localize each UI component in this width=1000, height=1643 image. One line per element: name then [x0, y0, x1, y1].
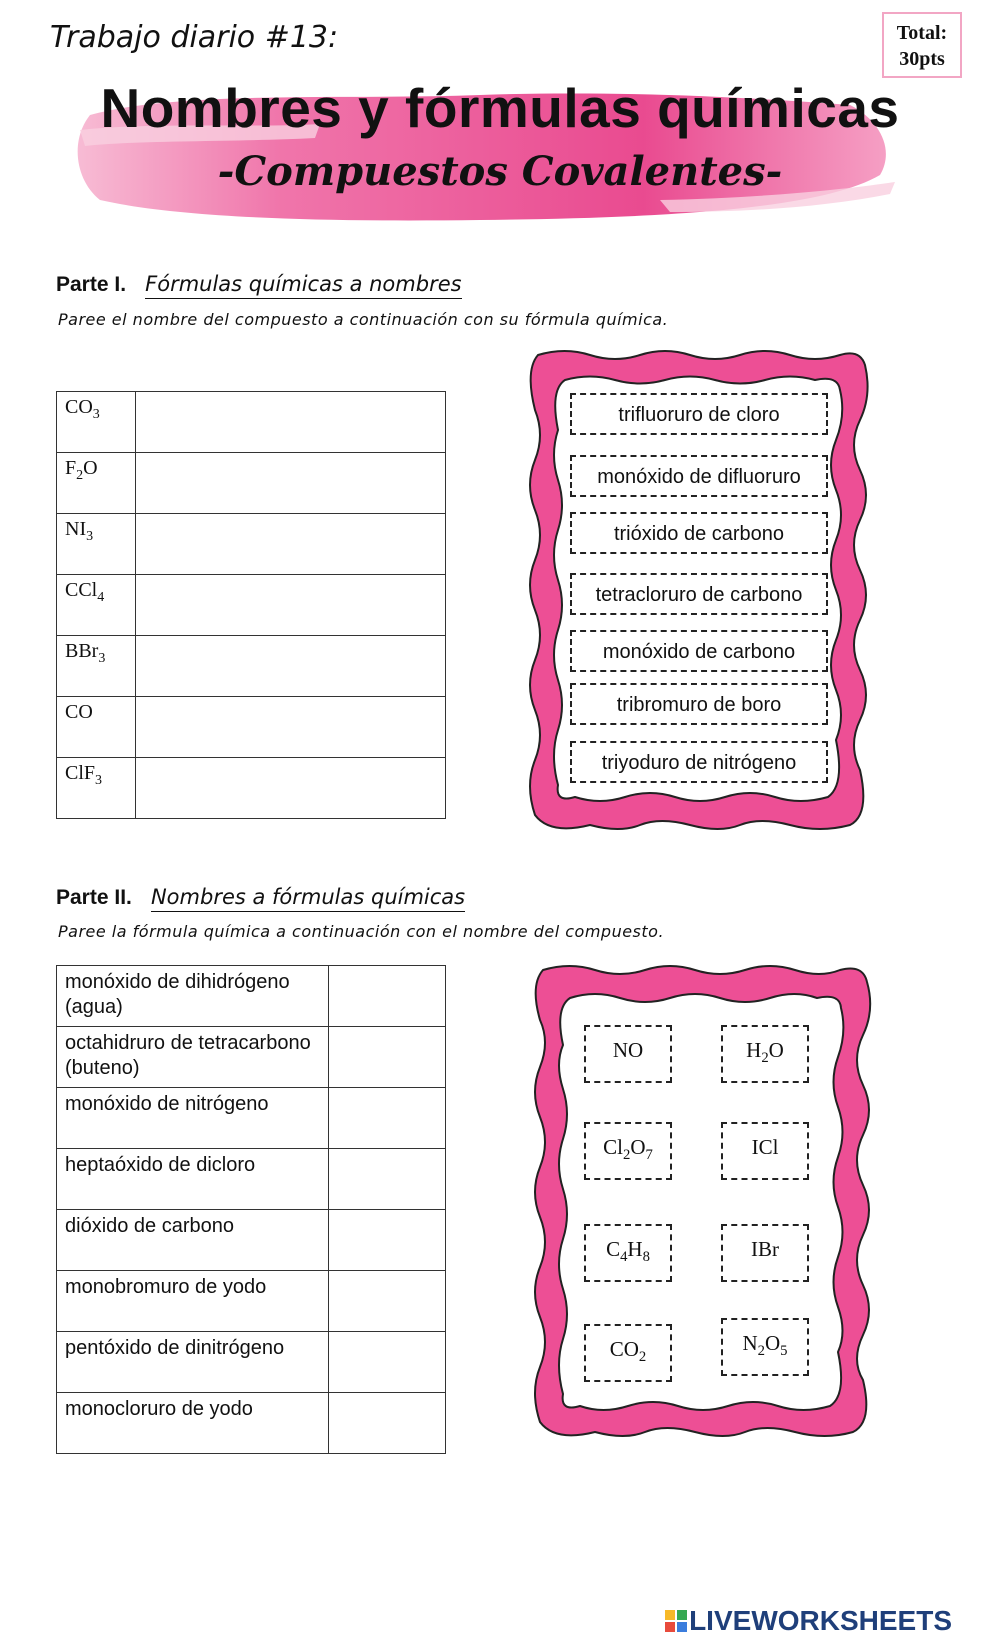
word-bank-item[interactable]: tribromuro de boro [570, 683, 828, 725]
table-row [57, 1393, 446, 1454]
part2-bank-frame [525, 960, 875, 1440]
formula-cell: $CO_3$ [57, 392, 136, 453]
formula-cell: CCl$_4$ [57, 575, 136, 636]
table-row [57, 966, 446, 1027]
table-row [57, 636, 446, 697]
page-title: Nombres y fórmulas químicas [100, 77, 900, 139]
formula-cell: $F_2O$ [57, 453, 136, 514]
formula-cell: ClF$_3$ [57, 758, 136, 819]
formula-cell: BBr$_3$ [57, 636, 136, 697]
compound-name-cell: pentóxido de dinitrógeno [57, 1332, 329, 1393]
answer-drop-cell[interactable] [135, 697, 445, 758]
formula-bank-item[interactable]: $Cl_2O_7$ [584, 1122, 672, 1180]
answer-drop-cell[interactable] [135, 453, 445, 514]
compound-name-cell: heptaóxido de dicloro [57, 1149, 329, 1210]
table-row [57, 1332, 446, 1393]
formula-bank-item[interactable]: $CO_2$ [584, 1324, 672, 1382]
total-label: Total: [896, 22, 948, 44]
answer-drop-cell[interactable] [328, 1210, 445, 1271]
table-row [57, 453, 446, 514]
table-row [57, 1027, 446, 1088]
compound-name-cell: monóxido de nitrógeno [57, 1088, 329, 1149]
formula-bank-item[interactable]: $H_2O$ [721, 1025, 809, 1083]
answer-drop-cell[interactable] [328, 966, 445, 1027]
brand-text: LIVEWORKSHEETS [689, 1605, 952, 1636]
total-points: 30pts [899, 48, 945, 70]
answer-drop-cell[interactable] [328, 1027, 445, 1088]
compound-name-cell: dióxido de carbono [57, 1210, 329, 1271]
answer-drop-cell[interactable] [328, 1271, 445, 1332]
formula-bank-item[interactable]: ICl [721, 1122, 809, 1180]
formula-cell: $NI_3$ [57, 514, 136, 575]
part2-heading [56, 885, 465, 910]
compound-name-cell: monocloruro de yodo [57, 1393, 329, 1454]
table-row [57, 697, 446, 758]
word-bank-item[interactable]: triyoduro de nitrógeno [570, 741, 828, 783]
answer-drop-cell[interactable] [328, 1088, 445, 1149]
formula-bank-item[interactable]: $C_4H_8$ [584, 1224, 672, 1282]
table-row [57, 1210, 446, 1271]
answer-drop-cell[interactable] [135, 514, 445, 575]
word-bank-item[interactable]: tetracloruro de carbono [570, 573, 828, 615]
answer-drop-cell[interactable] [328, 1149, 445, 1210]
table-row [57, 514, 446, 575]
answer-drop-cell[interactable] [328, 1393, 445, 1454]
liveworksheets-icon [665, 1610, 687, 1632]
page-subtitle: -Compuestos Covalentes- [217, 148, 783, 195]
table-row [57, 575, 446, 636]
word-bank-item[interactable]: monóxido de carbono [570, 630, 828, 672]
compound-name-cell: monóxido de dihidrógeno (agua) [57, 966, 329, 1027]
part2-answer-table [56, 965, 446, 1454]
part1-answer-table [56, 391, 446, 819]
word-bank-item[interactable]: monóxido de difluoruro [570, 455, 828, 497]
compound-name-cell: octahidruro de tetracarbono (buteno) [57, 1027, 329, 1088]
compound-name-cell: monobromuro de yodo [57, 1271, 329, 1332]
answer-drop-cell[interactable] [328, 1332, 445, 1393]
formula-bank-item[interactable]: $N_2O_5$ [721, 1318, 809, 1376]
word-bank-item[interactable]: trióxido de carbono [570, 512, 828, 554]
part1-instruction: Paree el nombre del compuesto a continuación con su fórmula química. [58, 310, 669, 329]
part1-heading [56, 272, 462, 297]
table-row [57, 1088, 446, 1149]
table-row [57, 1149, 446, 1210]
table-row [57, 1271, 446, 1332]
part1-subtitle: Fórmulas químicas a nombres [145, 272, 461, 299]
table-row [57, 392, 446, 453]
part2-subtitle: Nombres a fórmulas químicas [151, 885, 465, 912]
answer-drop-cell[interactable] [135, 636, 445, 697]
formula-bank-item[interactable]: NO [584, 1025, 672, 1083]
formula-cell: CO [57, 697, 136, 758]
liveworksheets-logo [665, 1605, 952, 1637]
part2-instruction: Paree la fórmula química a continuación con el nombre del compuesto. [58, 922, 665, 941]
part1-label: Parte I. [56, 273, 127, 296]
part2-label: Parte II. [56, 886, 132, 909]
word-bank-item[interactable]: trifluoruro de cloro [570, 393, 828, 435]
answer-drop-cell[interactable] [135, 575, 445, 636]
answer-drop-cell[interactable] [135, 392, 445, 453]
answer-drop-cell[interactable] [135, 758, 445, 819]
worksheet-label: Trabajo diario #13: [50, 20, 339, 55]
table-row [57, 758, 446, 819]
formula-bank-item[interactable]: IBr [721, 1224, 809, 1282]
